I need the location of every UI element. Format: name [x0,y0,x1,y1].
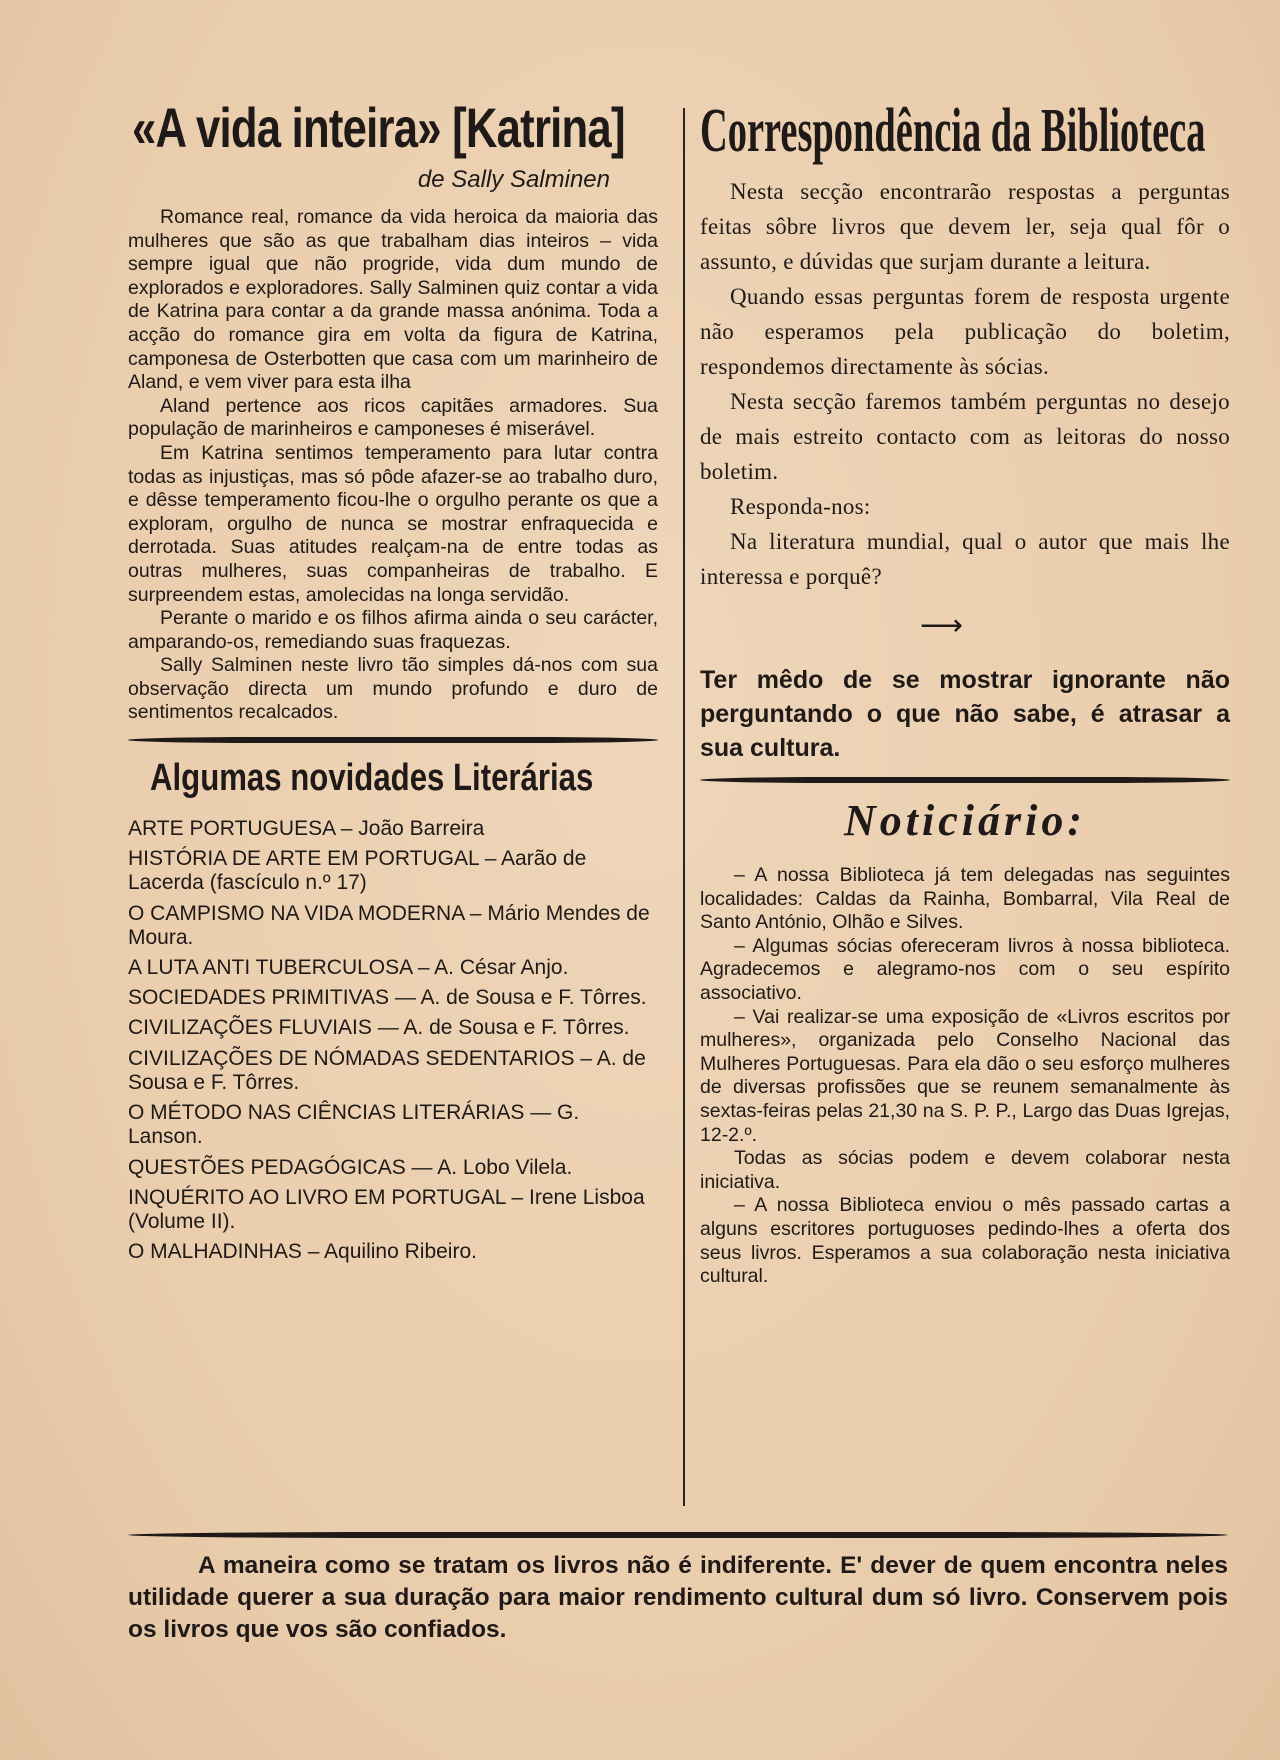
article-paragraph: Aland pertence aos ricos capitães armadores. Sua população de marinheiros e camponeses é miserável. [128,394,658,441]
right-column [700,96,1230,1289]
correspondencia-paragraph: Quando essas perguntas forem de resposta urgente não esperamos pela publicação do boletim, respondemos directamente às sócias. [700,284,1230,379]
novidades-title: Algumas novidades Literárias [150,757,594,800]
article-title-katrina: «A vida inteira» [Katrina] [132,96,625,159]
article-body [128,206,658,725]
noticiario-body [700,864,1230,1289]
book-list-item: O CAMPISMO NA VIDA MODERNA – Mário Mendes de Moura. [128,901,650,949]
correspondencia-title: Correspondência da Biblioteca [700,97,1206,165]
news-item: Todas as sócias podem e devem colaborar nesta iniciativa. [700,1147,1230,1193]
correspondencia-paragraph: Nesta secção encontrarão respostas a perguntas feitas sôbre livros que devem ler, seja qual fôr o assunto, e dúvidas que surjam durante a leitura. [700,179,1230,274]
book-list-item: O MALHADINHAS – Aquilino Ribeiro. [128,1240,477,1264]
book-list-item: CIVILIZAÇÕES DE NÓMADAS SEDENTARIOS – A. de Sousa e F. Tôrres. [128,1046,646,1094]
book-list-item: A LUTA ANTI TUBERCULOSA – A. César Anjo. [128,956,569,980]
ornamental-divider [700,777,1230,783]
ornamental-divider [128,1532,1228,1538]
left-column [128,96,658,1270]
footer-notice: A maneira como se tratam os livros não é indiferente. E' dever de quem encontra neles utilidade querer a sua duração para maior rendimento cultural dum só livro. Conservem pois os livros que vos são confiados. [128,1552,1228,1643]
news-item: – Vai realizar-se uma exposição de «Livros escritos por mulheres», organizada pelo Conselho Nacional das Mulheres Portuguesas. Para ela dão o seu esforço mulheres de diversas profissões que se reunem semanalmente às sextas-feiras pelas 21,30 na S. P. P., Largo das Duas Igrejas, 12-2.º. [700,1005,1230,1146]
correspondencia-body [700,174,1230,594]
book-list-item: QUESTÕES PEDAGÓGICAS — A. Lobo Vilela. [128,1155,573,1179]
footer [128,1520,1228,1646]
article-byline: de Sally Salminen [417,166,610,193]
book-list [128,817,658,1264]
book-list-item: O MÉTODO NAS CIÊNCIAS LITERÁRIAS — G. Lanson. [128,1101,580,1149]
book-list-item: SOCIEDADES PRIMITIVAS — A. de Sousa e F. Tôrres. [128,986,647,1010]
column-divider [683,108,685,1506]
article-paragraph: Sally Salminen neste livro tão simples dá-nos com sua observação directa um mundo profundo e duro de sentimentos recalcados. [128,654,658,724]
article-paragraph: Perante o marido e os filhos afirma ainda o seu carácter, amparando-os, remediando suas fraquezas. [128,607,658,653]
news-item: – A nossa Biblioteca já tem delegadas nas seguintes localidades: Caldas da Rainha, Bombarral, Vila Real de Santo António, Olhão e Silves. [700,864,1230,934]
article-paragraph: Romance real, romance da vida heroica da maioria das mulheres que são as que trabalham dias inteiros – vida sempre igual que não progride, vida dum mundo de explorados e exploradores. Sally Salminen quiz contar a vida de Katrina para contar a da grande massa anónima. Toda a acção do romance gira em volta da figura de Katrina, camponesa de Osterbotten que casa com um marinheiro de Aland, e vem viver para esta ilha [128,206,658,394]
article-paragraph: Em Katrina sentimos temperamento para lutar contra todas as injustiças, mas só pôde afazer-se ao trabalho duro, e dêsse temperamento ficou-lhe o orgulho perante os que a exploram, orgulho de nunca se mostrar enfraquecida e derrotada. Suas atitudes realçam-na de entre todas as outras mulheres, suas companheiras de trabalho. E surpreendem estas, amolecidas na longa servidão. [128,441,658,606]
news-item: – A nossa Biblioteca enviou o mês passado cartas a alguns escritores portuguoses pedindo-lhes a oferta dos seus livros. Esperamos a sua colaboração nesta iniciativa cultural. [700,1194,1230,1288]
noticiario-title: Noticiário: [844,796,1086,845]
correspondencia-paragraph: Na literatura mundial, qual o autor que mais lhe interessa e porquê? [700,529,1230,589]
book-list-item: HISTÓRIA DE ARTE EM PORTUGAL – Aarão de Lacerda (fascículo n.º 17) [128,847,587,895]
book-list-item: INQUÉRITO AO LIVRO EM PORTUGAL – Irene Lisboa (Volume II). [128,1185,645,1233]
correspondencia-paragraph: Responda-nos: [730,494,871,519]
ornamental-divider [128,737,658,743]
news-item: – Algumas sócias ofereceram livros à nossa biblioteca. Agradecemos e alegramo-nos com o seu espírito associativo. [700,934,1230,1004]
correspondencia-paragraph: Nesta secção faremos também perguntas no desejo de mais estreito contacto com as leitoras do nosso boletim. [700,389,1230,484]
emphasis-quote: Ter mêdo de se mostrar ignorante não perguntando o que não sabe, é atrasar a sua cultura. [700,666,1230,762]
book-list-item: ARTE PORTUGUESA – João Barreira [128,817,485,841]
arrow-icon: ⟶ [920,609,964,642]
book-list-item: CIVILIZAÇÕES FLUVIAIS — A. de Sousa e F. Tôrres. [128,1016,630,1040]
